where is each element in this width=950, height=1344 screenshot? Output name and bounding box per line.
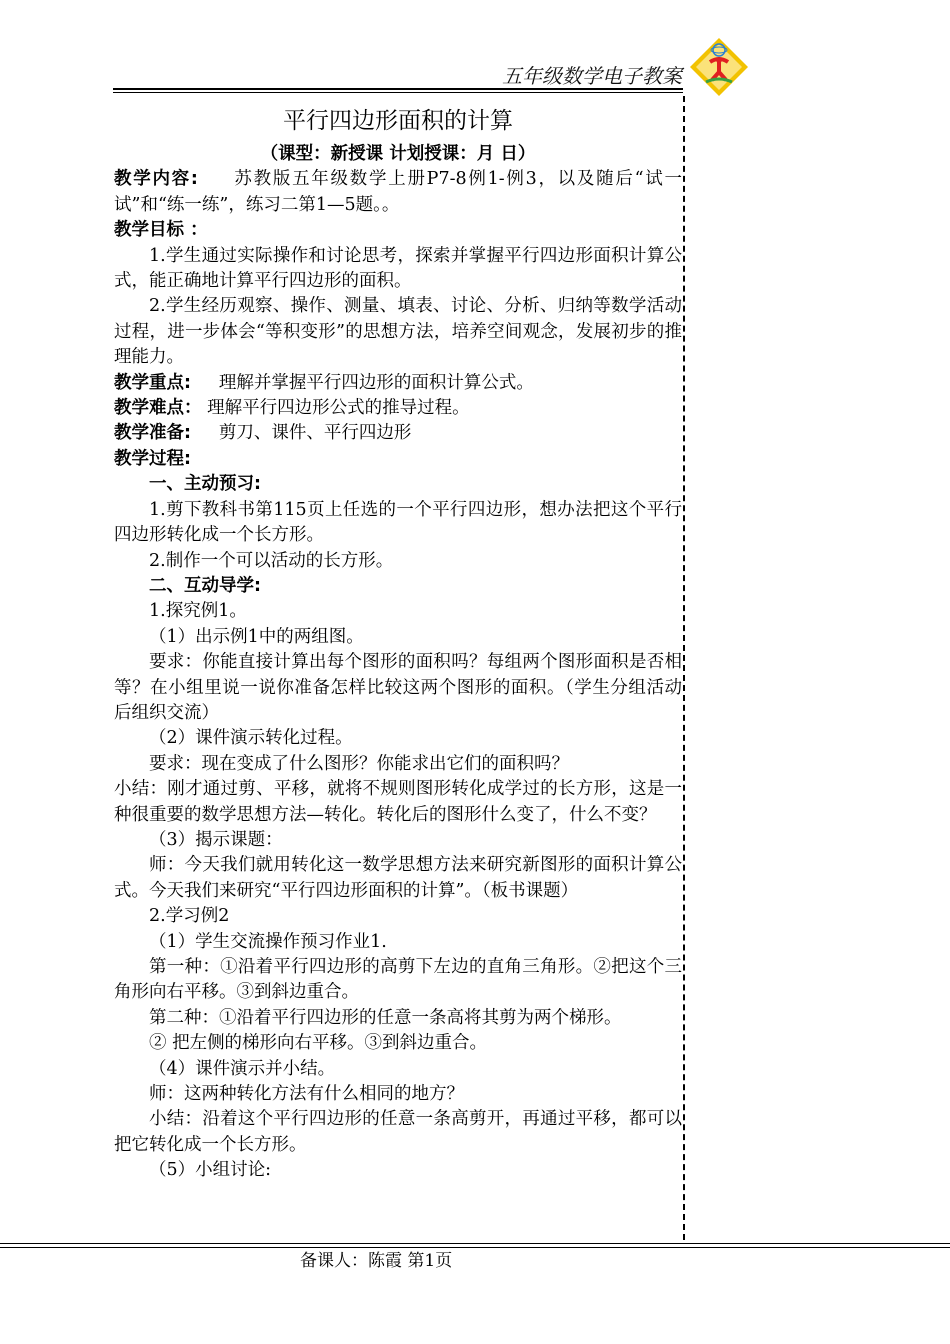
difficulty-row [114, 396, 682, 421]
paragraph: 第二种：①沿着平行四边形的任意一条高将其剪为两个梯形。 [149, 1007, 622, 1028]
school-emblem-icon [688, 36, 750, 98]
paragraph: 小结：刚才通过剪、平移，就将不规则图形转化成学过的长方形，这是一种很重要的数学思想方法—转化。转化后的图形什么变了，什么不变？ [114, 779, 682, 825]
paragraph: 小结：沿着这个平行四边形的任意一条高剪开，再通过平移，都可以把它转化成一个长方形。 [114, 1109, 682, 1155]
paragraph: （1）出示例1中的两组图。 [149, 626, 364, 647]
process-label: 教学过程: [114, 448, 191, 469]
goals-label: 教学目标 ： [114, 220, 208, 241]
prep-row [114, 421, 682, 446]
paragraph: 第一种：①沿着平行四边形的高剪下左边的直角三角形。②把这个三角形向右平移。③到斜边重合。 [114, 957, 682, 1003]
lesson-plan [114, 104, 682, 1184]
difficulty-text: 理解平行四边形公式的推导过程。 [207, 398, 470, 419]
prep-text: 剪刀、课件、平行四边形 [218, 423, 412, 444]
paragraph: （1）学生交流操作预习作业1. [149, 931, 387, 952]
section-1-item-1: 1.剪下教科书第115页上任选的一个平行四边形，想办法把这个平行四边形转化成一个长方形。 [114, 499, 682, 546]
paragraph: 要求：你能直接计算出每个图形的面积吗？每组两个图形面积是否相等？在小组里说一说你准备怎样比较这两个图形的面积。（学生分组活动后组织交流） [114, 652, 682, 723]
lesson-meta: （课型：新授课 计划授课：月 日） [260, 144, 536, 164]
header-rule [113, 88, 683, 90]
page-footer: 备课人：陈霞 第1页 [300, 1251, 453, 1271]
prep-label: 教学准备: [114, 423, 191, 444]
paragraph: 师：今天我们就用转化这一数学思想方法来研究新图形的面积计算公式。今天我们来研究“平行四边形面积的计算”。（板书课题） [114, 855, 682, 901]
content-row [114, 167, 682, 218]
footer-rule [0, 1243, 950, 1244]
paragraph: （3）揭示课题： [149, 829, 283, 850]
paragraph: 2.学习例2 [149, 906, 230, 927]
key-label: 教学重点: [114, 372, 191, 393]
content-text: 苏教版五年级数学上册P7-8例1-例3，以及随后“试一试”和“练一练”，练习二第1—5题。。 [114, 169, 682, 215]
paragraph: （2）课件演示转化过程。 [149, 728, 353, 749]
section-1-item-2: 2.制作一个可以活动的长方形。 [149, 550, 394, 571]
paragraph: （4）课件演示并小结。 [149, 1058, 336, 1079]
paragraph: ② 把左侧的梯形向右平移。③到斜边重合。 [149, 1033, 488, 1054]
goal-1: 1.学生通过实际操作和讨论思考，探索并掌握平行四边形面积计算公式，能正确地计算平行四边形的面积。 [114, 245, 682, 292]
header-title: 五年级数学电子教案 [502, 64, 682, 88]
content-label: 教学内容: [114, 169, 198, 190]
paragraph: 要求：现在变成了什么图形？你能求出它们的面积吗？ [149, 753, 569, 774]
goal-2: 2.学生经历观察、操作、测量、填表、讨论、分析、归纳等数学活动过程，进一步体会“等积变形”的思想方法，培养空间观念，发展初步的推理能力。 [114, 296, 682, 368]
difficulty-label: 教学难点： [114, 398, 202, 419]
key-text: 理解并掌握平行四边形的面积计算公式。 [218, 372, 534, 393]
footer-rule-thin [0, 1247, 950, 1248]
section-2-heading: 二、互动导学: [149, 575, 261, 596]
paragraph: （5）小组讨论: [149, 1160, 272, 1181]
doc-title: 平行四边形面积的计算 [283, 108, 513, 134]
paragraph: 师：这两种转化方法有什么相同的地方？ [149, 1084, 464, 1105]
header-rule-thin [113, 92, 683, 93]
paragraph: 1.探究例1。 [149, 601, 247, 622]
key-row [114, 371, 682, 396]
margin-dashed-line [683, 96, 685, 1240]
section-1-heading: 一、主动预习: [149, 474, 261, 495]
